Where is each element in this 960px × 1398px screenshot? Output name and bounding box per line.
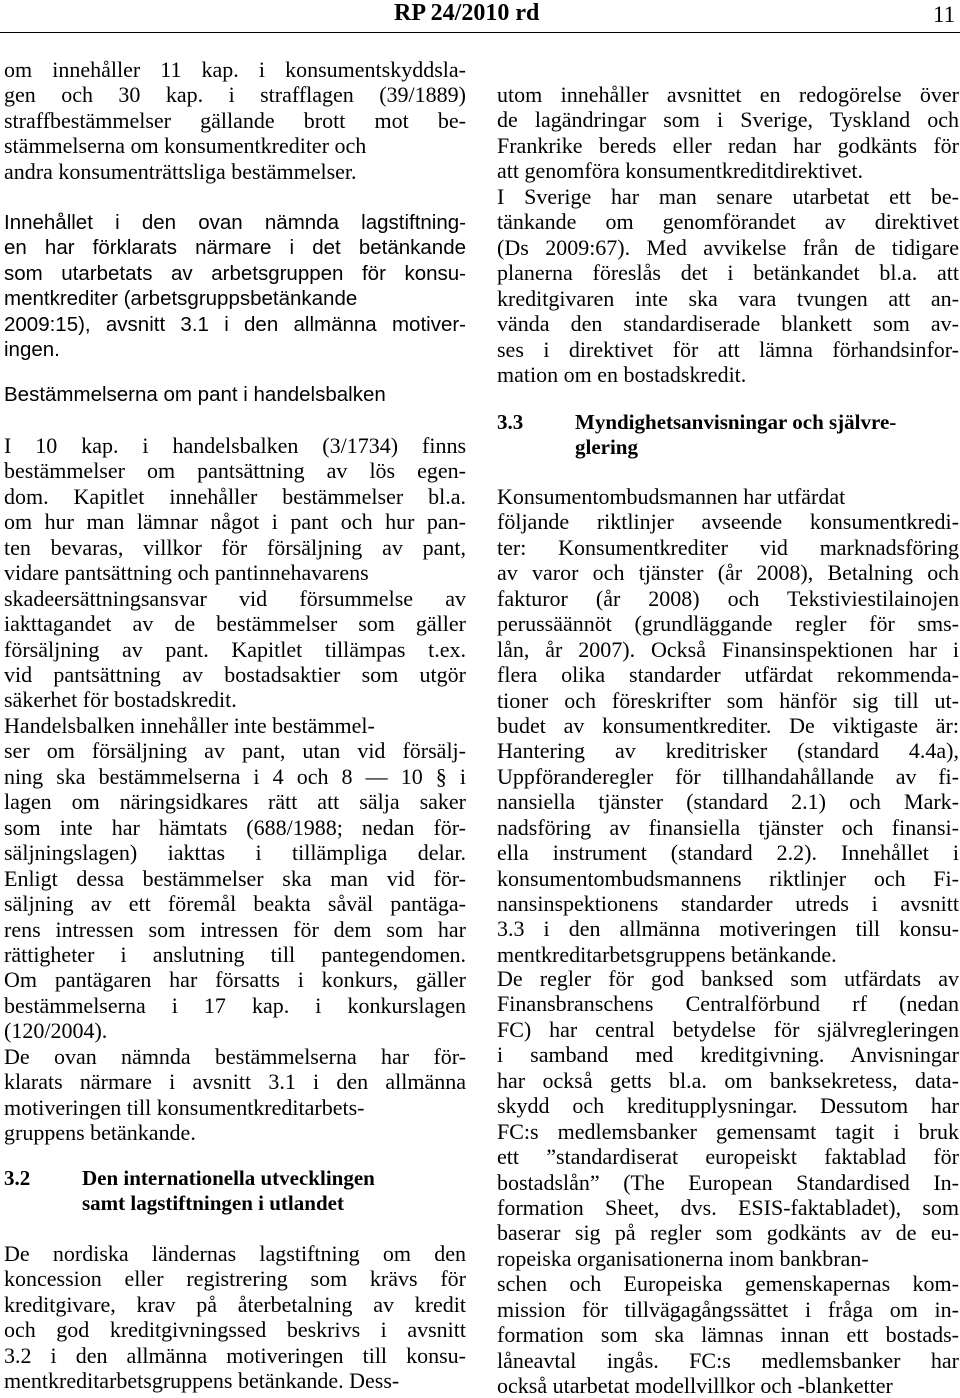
text-line: som utarbetats av arbetsgruppen för konsu- [4, 261, 466, 285]
header-rule [0, 32, 960, 33]
text-line: ter: Konsumentkrediter vid marknadsföring [497, 534, 959, 560]
text-line: om innehåller 11 kap. i konsumentskyddsla- [4, 57, 466, 82]
text-line: straffbestämmelser gällande brott mot be- [4, 107, 466, 133]
text-line: De regler för god banksed som utfärdats av [497, 966, 959, 991]
text-line: Innehållet i den ovan nämnda lagstiftning- [4, 211, 466, 234]
text-line: låneavtal ingås. FC:s medlemsbanker har [497, 1347, 959, 1373]
text-line: har också getts bl.a. om banksekretess, data- [497, 1067, 959, 1093]
text-line: koncession eller registrering som krävs för [4, 1266, 466, 1292]
text-line: planerna föreslås det i betänkandet bl.a. att [497, 260, 959, 286]
text-line: 3.3 i den allmänna motiveringen till konsu- [497, 916, 959, 942]
paragraph [497, 966, 959, 1398]
text-line: vid pantsättning av bostadsaktier som utgör [4, 661, 466, 687]
text-line: 3.2 i den allmänna motiveringen till konsu- [4, 1342, 466, 1368]
text-line: Enligt dessa bestämmelser ska man vid för- [4, 865, 466, 891]
text-line: Om pantägaren har försatts i konkurs, gäller [4, 967, 466, 993]
section-number: 3.3 [497, 410, 524, 434]
text-line: ning ska bestämmelserna i 4 och 8 — 10 § i [4, 763, 466, 789]
text-line: Myndighetsanvisningar och självre- [575, 410, 897, 434]
text-line: Frankrike bereds eller redan har godkänts för [497, 132, 959, 158]
text-line: vidare pantsättning och pantinnehavarens [4, 560, 369, 586]
text-line: stämmelserna om konsumentkrediter och [4, 133, 367, 159]
text-line: utom innehåller avsnittet en redogörelse över [497, 82, 959, 107]
text-line: säljningslagen) iakttas i tillämpliga delar. [4, 840, 466, 866]
text-line: samt lagstiftningen i utlandet [82, 1191, 344, 1216]
text-line: också utarbetat modellvillkor och -blanketter [497, 1373, 893, 1398]
text-line: kreditgivare, krav på återbetalning av kredit [4, 1291, 466, 1317]
text-line: rens intressen som intressen för dem som har [4, 916, 466, 942]
paragraph [4, 713, 466, 1044]
paragraph [4, 1241, 466, 1394]
text-line: flera olika standarder utfärdat rekommenda- [497, 662, 959, 688]
text-line: säljning av ett föremål beakta såväl pantäga- [4, 891, 466, 917]
text-line: De nordiska ländernas lagstiftning om den [4, 1241, 466, 1266]
text-line: glering [575, 435, 638, 460]
page-number: 11 [933, 2, 956, 27]
text-line: I 10 kap. i handelsbalken (3/1734) finns [4, 433, 466, 458]
text-line: av varor och tjänster (år 2008), Betalning och [497, 560, 959, 586]
text-line: bestämmelser om pantsättning av lös egen- [4, 458, 466, 484]
subheading-text: Bestämmelserna om pant i handelsbalken [4, 383, 386, 406]
text-line: konsumentombudsmannens riktlinjer och Fi- [497, 865, 959, 891]
text-line: Uppföranderegler för tillhandahållande av fi- [497, 763, 959, 789]
text-line: nansinspektionens standarder utreds i avsnitt [497, 891, 959, 916]
text-line: (120/2004). [4, 1018, 108, 1044]
text-line: perussäännöt (grundläggande regler för sms- [497, 611, 959, 637]
text-line: dom. Kapitlet innehåller bestämmelser bl.a. [4, 483, 466, 509]
text-line: mentkreditarbetsgruppens betänkande. [497, 941, 837, 967]
text-line: de lagändringar som i Sverige, Tyskland och [497, 107, 959, 133]
text-line: Den internationella utvecklingen [82, 1166, 375, 1190]
section-title [575, 410, 960, 461]
text-line: en har förklarats närmare i det betänkande [4, 236, 466, 260]
text-line: vända den standardiserade blankett som av- [497, 311, 959, 337]
text-line: gen och 30 kap. i strafflagen (39/1889) [4, 82, 466, 108]
text-line: som inte har hämtats (688/1988; nedan för- [4, 814, 466, 840]
paragraph [4, 1044, 466, 1146]
page-header [0, 0, 960, 34]
paragraph [4, 57, 466, 184]
text-line: ten bevaras, villkor för försäljning av pant, [4, 534, 466, 560]
text-line: i samband med kreditgivning. Anvisningar [497, 1042, 959, 1068]
text-line: lagen om näringsidkares rätt att sälja saker [4, 789, 466, 815]
text-line: om hur man lämnar något i pant och hur pan- [4, 509, 466, 535]
text-line: skydd och kreditupplysningar. Dessutom har [497, 1093, 959, 1119]
text-line: nadsföring av finansiella tjänster och finansi- [497, 814, 959, 840]
text-line: mentkreditarbetsgruppens betänkande. Dess- [4, 1368, 400, 1394]
text-line: formation som ska lämnas innan ett bostads- [497, 1322, 959, 1348]
text-line: klarats närmare i avsnitt 3.1 i den allmänna [4, 1069, 466, 1095]
paragraph [4, 433, 466, 713]
text-line: FC) har central betydelse för självregleringen [497, 1016, 959, 1042]
text-line: tioner och föreskrifter som hänför sig till ut- [497, 687, 959, 713]
text-line: ses i direktivet för att lämna förhandsinfor- [497, 336, 959, 362]
text-line: och god kreditgivningssed beskrivs i avsnitt [4, 1317, 466, 1343]
text-line: FC:s medlemsbanker gemensamt tagit i bruk [497, 1118, 959, 1144]
text-line: ett ”standardiserat europeiskt faktablad för [497, 1144, 959, 1170]
paragraph [497, 484, 959, 967]
text-line: bostadslån” (The European Standardised In- [497, 1169, 959, 1195]
text-line: baserar sig på regler som godkänts av de eu- [497, 1220, 959, 1246]
text-line: schen och Europeiska gemenskapernas kom- [497, 1271, 959, 1297]
text-line: att genomföra konsumentkreditdirektivet. [497, 158, 863, 184]
text-line: (Ds 2009:67). Med avvikelse från de tidigare [497, 234, 959, 260]
text-line: iakttagandet av de bestämmelser som gäller [4, 611, 466, 637]
document-reference: RP 24/2010 rd [394, 0, 540, 26]
text-line: formation Sheet, dvs. ESIS-faktabladet), som [497, 1194, 959, 1220]
text-line: 2009:15), avsnitt 3.1 i den allmänna motiver- [4, 312, 466, 336]
text-line: kreditgivaren inte ska vara tvungen att an- [497, 285, 959, 311]
text-line: ser om försäljning av pant, utan vid försälj- [4, 738, 466, 764]
text-line: mation om en bostadskredit. [497, 362, 747, 388]
text-line: ingen. [4, 338, 60, 362]
text-line: fakturor (år 2008) och Tekstiviestilainojen [497, 585, 959, 611]
text-line: skadeersättningsansvar vid försummelse av [4, 585, 466, 611]
text-line: bestämmelserna i 17 kap. i konkurslagen [4, 992, 466, 1018]
text-line: motiveringen till konsumentkreditarbets- [4, 1094, 365, 1120]
text-line: mentkrediter (arbetsgruppsbetänkande [4, 287, 358, 311]
section-number: 3.2 [4, 1166, 31, 1190]
text-line: budet av konsumentkrediter. De viktigaste är: [497, 712, 959, 738]
text-line: tänkande om genomförandet av direktivet [497, 209, 959, 235]
paragraph [497, 82, 959, 184]
text-line: Konsumentombudsmannen har utfärdat [497, 484, 846, 509]
text-line: De ovan nämnda bestämmelserna har för- [4, 1044, 466, 1069]
text-line: försäljning av pant. Kapitlet tillämpas t.ex. [4, 636, 466, 662]
text-line: Finansbranschens Centralförbund rf (nedan [497, 991, 959, 1017]
text-line: I Sverige har man senare utarbetat ett be- [497, 184, 959, 209]
text-line: mission för tillvägagångssättet i fråga om in- [497, 1296, 959, 1322]
text-line: följande riktlinjer avseende konsumentkredi- [497, 509, 959, 535]
text-line: ropeiska organisationerna inom bankbran- [497, 1245, 869, 1271]
subheading [4, 382, 466, 407]
text-line: ella instrument (standard 2.2). Innehållet i [497, 840, 959, 866]
text-line: säkerhet för bostadskredit. [4, 687, 237, 713]
text-line: Handelsbalken innehåller inte bestämmel- [4, 713, 375, 738]
text-line: lån, år 2007). Också Finansinspektionen har i [497, 636, 959, 662]
section-title [82, 1166, 472, 1217]
text-line: Hantering av kreditrisker (standard 4.4a), [497, 738, 959, 764]
text-line: nansiella tjänster (standard 2.1) och Mark- [497, 789, 959, 815]
text-line: andra konsumenträttsliga bestämmelser. [4, 158, 357, 184]
text-line: gruppens betänkande. [4, 1120, 196, 1146]
text-line: rättigheter i anslutning till pantegendomen. [4, 941, 466, 967]
paragraph [497, 184, 959, 388]
paragraph-sans [4, 210, 466, 363]
